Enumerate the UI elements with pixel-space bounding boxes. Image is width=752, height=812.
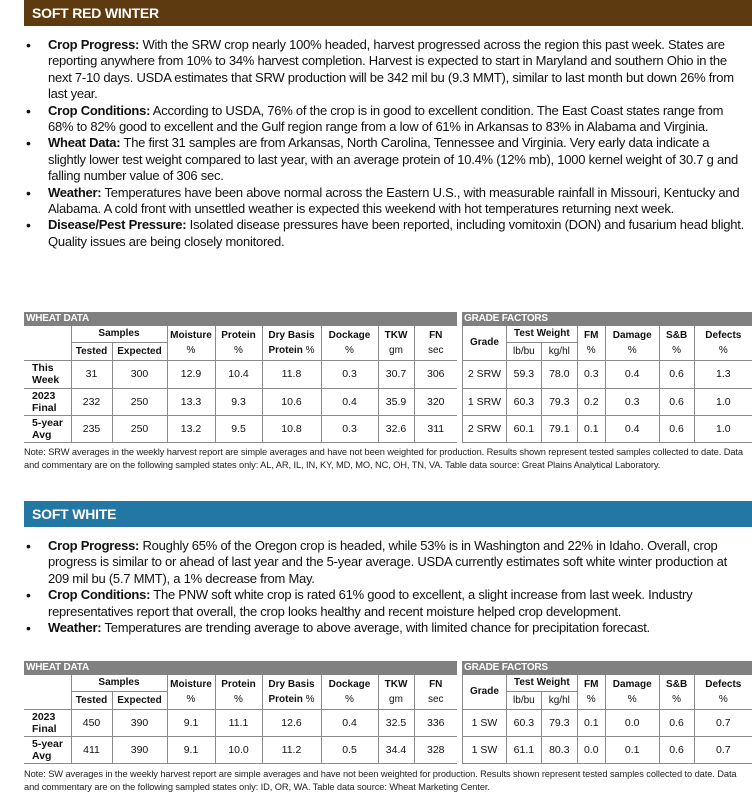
table-row: 1 SRW 60.3 79.3 0.2 0.3 0.6 1.0 — [463, 388, 752, 415]
fm-header: FM % — [577, 326, 605, 360]
moisture-header: Moisture % — [167, 326, 215, 360]
sb-header: S&B % — [659, 675, 694, 709]
protein-header: Protein % — [215, 675, 262, 709]
srw-section-header: SOFT RED WINTER — [24, 0, 752, 26]
lbbu-header: lb/bu — [506, 342, 541, 360]
fn-header: FN sec — [414, 675, 457, 709]
srw-bullet-wheat-data: • Wheat Data: The first 31 samples are from Arkansas, North Carolina, Tennessee and Virginia. Very early data indicate a slightly lower test weight compared to last year, with an average protein of 10.4% (12% mb), 1000 kernel weight of 30.7 g and falling number value of 306 sec. — [24, 135, 744, 184]
test-weight-header: Test Weight — [506, 326, 577, 342]
protein-header: Protein % — [215, 326, 262, 360]
sw-bullet-crop-progress: • Crop Progress: Roughly 65% of the Oregon crop is headed, while 53% is in Washington and 22% in Idaho. Overall, crop progress is similar to or ahead of last year and the 5-year average. USDA currently estimates soft white winter production at 209 mil bu (5.7 MMT), a 1% decrease from May. — [24, 538, 744, 587]
samples-header: Samples — [71, 326, 167, 342]
srw-bullet-list — [24, 37, 744, 250]
fn-header: FN sec — [414, 326, 457, 360]
expected-header: Expected — [112, 691, 167, 709]
sw-wheat-data-title: WHEAT DATA — [24, 661, 457, 675]
moisture-header: Moisture % — [167, 675, 215, 709]
table-row: 2 SRW 60.1 79.1 0.1 0.4 0.6 1.0 — [463, 415, 752, 442]
sb-header: S&B % — [659, 326, 694, 360]
sw-bullet-list — [24, 538, 744, 636]
table-row: 2 SRW 59.3 78.0 0.3 0.4 0.6 1.3 — [463, 360, 752, 388]
srw-table-note: Note: SRW averages in the weekly harvest report are simple averages and have not been weighted for production. Results shown represent tested samples collected to date. Data and commentary are on the following sampled states only: AL, AR, IL, IN, KY, MD, MO, NC, OH, TN, VA. Table data source: Great Plains Analytical Laboratory. — [24, 447, 743, 470]
defects-header: Defects % — [694, 326, 752, 360]
table-row: 1 SW 61.1 80.3 0.0 0.1 0.6 0.7 — [463, 736, 752, 763]
srw-wheat-data-title: WHEAT DATA — [24, 312, 457, 326]
sw-section-header: SOFT WHITE — [24, 501, 752, 527]
table-row: This Week 31 300 12.9 10.4 11.8 0.3 30.7 306 — [24, 360, 457, 388]
sw-table-note: Note: SW averages in the weekly harvest report are simple averages and have not been weighted for production. Results shown represent tested samples collected to date. Data and commentary are on the following sampled states only: ID, OR, WA. Table data source: Wheat Marketing Center. — [24, 769, 737, 792]
srw-grade-factors-title: GRADE FACTORS — [462, 312, 752, 326]
lbbu-header: lb/bu — [506, 691, 541, 709]
grade-header: Grade — [463, 675, 507, 709]
row-label-header — [24, 326, 71, 360]
grade-header: Grade — [463, 326, 507, 360]
srw-grade-factors-table — [462, 312, 752, 443]
row-label: 2023 Final — [24, 388, 71, 415]
kghl-header: kg/hl — [541, 342, 577, 360]
sw-grade-factors-table — [462, 661, 752, 764]
sw-bullet-weather: • Weather: Temperatures are trending average to above average, with limited chance for precipitation forecast. — [24, 620, 744, 636]
dockage-header: Dockage % — [321, 326, 378, 360]
row-label: 5-year Avg — [24, 415, 71, 442]
damage-header: Damage % — [605, 675, 659, 709]
srw-wheat-data-table — [24, 312, 457, 443]
table-row: 2023 Final 232 250 13.3 9.3 10.6 0.4 35.9 320 — [24, 388, 457, 415]
table-row: 2023 Final 450 390 9.1 11.1 12.6 0.4 32.5 336 — [24, 709, 457, 736]
dockage-header: Dockage % — [321, 675, 378, 709]
tkw-header: TKW gm — [378, 326, 414, 360]
sw-grade-factors-title: GRADE FACTORS — [462, 661, 752, 675]
tested-header: Tested — [71, 342, 112, 360]
defects-header: Defects % — [694, 675, 752, 709]
srw-bullet-disease: • Disease/Pest Pressure: Isolated disease pressures have been reported, including vomitoxin (DON) and fusarium head blight. Quality issues are being closely monitored. — [24, 217, 744, 250]
srw-bullet-crop-conditions: • Crop Conditions: According to USDA, 76% of the crop is in good to excellent condition. The East Coast states range from 68% to 82% good to excellent and the Gulf region range from a low of 61% in Arkansas to 83% in Alabama and Virginia. — [24, 103, 744, 136]
kghl-header: kg/hl — [541, 691, 577, 709]
dry-basis-header: Dry Basis Protein % — [262, 326, 321, 360]
tkw-header: TKW gm — [378, 675, 414, 709]
expected-header: Expected — [112, 342, 167, 360]
row-label: 5-year Avg — [24, 736, 71, 763]
sw-wheat-data-table — [24, 661, 457, 764]
table-row: 5-year Avg 411 390 9.1 10.0 11.2 0.5 34.4 328 — [24, 736, 457, 763]
tested-header: Tested — [71, 691, 112, 709]
samples-header: Samples — [71, 675, 167, 691]
row-label: This Week — [24, 360, 71, 388]
fm-header: FM % — [577, 675, 605, 709]
table-row: 1 SW 60.3 79.3 0.1 0.0 0.6 0.7 — [463, 709, 752, 736]
table-row: 5-year Avg 235 250 13.2 9.5 10.8 0.3 32.6 311 — [24, 415, 457, 442]
srw-bullet-crop-progress: • Crop Progress: With the SRW crop nearly 100% headed, harvest progressed across the region this past week. States are reporting anywhere from 10% to 34% harvest completion. Harvest is expected to start in Maryland and southern Ohio in the next 7-10 days. USDA estimates that SRW production will be 342 mil bu (9.3 MMT), similar to last month but down 26% from last year. — [24, 37, 744, 103]
srw-bullet-weather: • Weather: Temperatures have been above normal across the Eastern U.S., with measurable rainfall in Missouri, Kentucky and Alabama. A cold front with unsettled weather is expected this weekend with hot temperatures returning next week. — [24, 185, 744, 218]
test-weight-header: Test Weight — [506, 675, 577, 691]
row-label-header — [24, 675, 71, 709]
row-label: 2023 Final — [24, 709, 71, 736]
damage-header: Damage % — [605, 326, 659, 360]
sw-bullet-crop-conditions: • Crop Conditions: The PNW soft white crop is rated 61% good to excellent, a slight increase from last week. Industry representatives report that overall, the crop looks healthy and recent moisture helped crop development. — [24, 587, 744, 620]
dry-basis-header: Dry Basis Protein % — [262, 675, 321, 709]
